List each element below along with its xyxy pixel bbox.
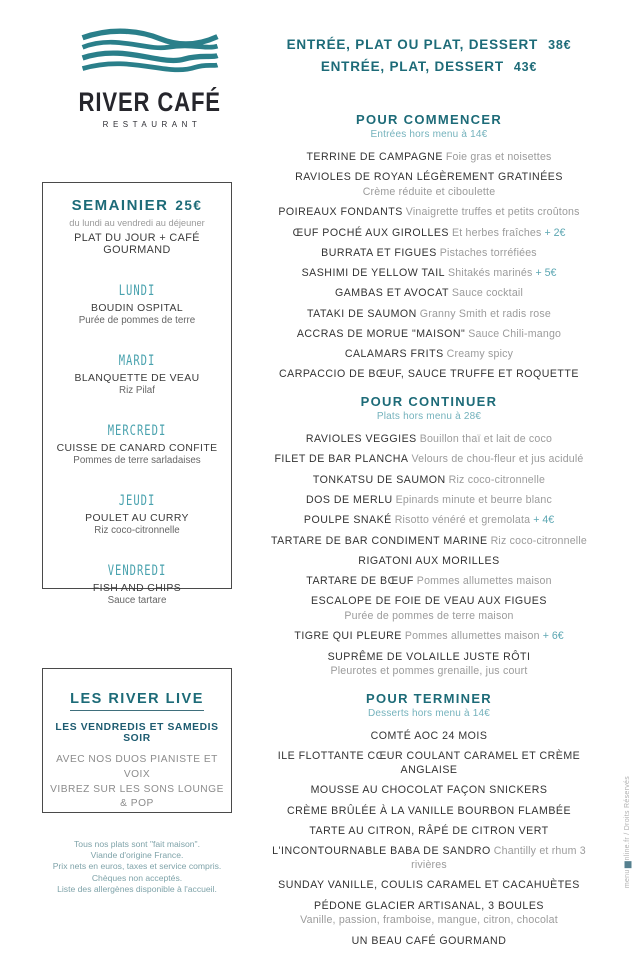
section-subtitle: Desserts hors menu à 14€: [367, 708, 491, 720]
item-name: COMTÉ AOC 24 MOIS: [370, 730, 488, 743]
watermark-text-pre: menu: [623, 869, 631, 888]
item-supplement: + 5€: [535, 267, 557, 280]
weekly-menu-box: [42, 182, 232, 606]
brand-name: RIVER CAFÉ: [78, 86, 222, 118]
item-description: Bouillon thaï et lait de coco: [419, 433, 553, 446]
item-description: Sauce cocktail: [451, 287, 524, 300]
menu-item: [263, 368, 595, 382]
menu-item: [263, 784, 595, 798]
item-description: Riz coco-citronnelle: [490, 534, 587, 547]
item-name: TONKATSU DE SAUMON: [312, 473, 446, 486]
item-name: TARTARE DE BAR CONDIMENT MARINE: [271, 534, 488, 547]
day-dish: BLANQUETTE DE VEAU: [74, 373, 200, 384]
weekly-day: [49, 421, 225, 466]
footnote-line: Viande d'origine France.: [90, 850, 184, 861]
day-side: Pommes de terre sarladaises: [73, 455, 201, 466]
menu-item: [263, 433, 595, 447]
weekly-price: 25€: [175, 198, 203, 213]
section-title: POUR CONTINUER: [360, 394, 498, 410]
river-live-line: VIBREZ SUR LES SONS LOUNGE & POP: [50, 783, 224, 810]
item-name: ESCALOPE DE FOIE DE VEAU AUX FIGUES: [311, 595, 547, 608]
item-name: POIREAUX FONDANTS: [278, 206, 403, 219]
item-description: Pistaches torréfiées: [439, 246, 537, 259]
menu-item: [263, 935, 595, 949]
item-name: FILET DE BAR PLANCHA: [274, 453, 409, 466]
item-name: ŒUF POCHÉ AUX GIROLLES: [292, 226, 449, 239]
brand-subtitle: RESTAURANT: [102, 120, 202, 129]
item-name: SASHIMI DE YELLOW TAIL: [301, 267, 446, 280]
item-name: BURRATA ET FIGUES: [321, 246, 437, 259]
menu-item: [263, 595, 595, 624]
formula-label: ENTRÉE, PLAT OU PLAT, DESSERT: [286, 37, 539, 52]
menu-item: [263, 453, 595, 467]
day-name: VENDREDI: [107, 562, 167, 580]
item-name: SUPRÊME DE VOLAILLE JUSTE RÔTI: [327, 650, 531, 663]
item-name: TARTARE DE BŒUF: [306, 575, 414, 588]
brand-logo-block: [40, 24, 260, 129]
menuonline-logo-icon: [624, 861, 631, 868]
item-description: Pleurotes et pommes grenaille, jus court: [330, 665, 528, 678]
formula-price: 43€: [513, 59, 538, 74]
day-name: MARDI: [118, 352, 156, 370]
weekly-subtitle: du lundi au vendredi au déjeuner: [69, 218, 205, 228]
item-name: DOS DE MERLU: [306, 493, 393, 506]
item-description: Shitakés marinés: [448, 267, 533, 280]
item-name: TERRINE DE CAMPAGNE: [306, 151, 443, 163]
menu-section: [263, 394, 595, 679]
menu-item: [263, 308, 595, 322]
item-supplement: + 6€: [542, 630, 564, 643]
watermark-text-post: nline.fr / Droits Réservés: [623, 775, 631, 861]
menu-sections: [263, 112, 595, 955]
menu-item: [263, 227, 595, 241]
item-name: UN BEAU CAFÉ GOURMAND: [351, 934, 507, 947]
item-name: CARPACCIO DE BŒUF, SAUCE TRUFFE ET ROQUETTE: [279, 368, 579, 381]
item-supplement: + 4€: [533, 514, 555, 527]
item-description: Et herbes fraîches: [451, 226, 542, 239]
river-live-line: AVEC NOS DUOS PIANISTE ET VOIX: [56, 754, 218, 780]
item-name: MOUSSE AU CHOCOLAT FAÇON SNICKERS: [310, 784, 548, 797]
weekly-day: [49, 281, 225, 326]
item-name: GAMBAS ET AVOCAT: [334, 287, 449, 300]
item-name: RIGATONI AUX MORILLES: [358, 554, 500, 567]
section-title: POUR COMMENCER: [355, 112, 503, 127]
menu-item: [263, 151, 595, 165]
menu-item: [263, 328, 595, 342]
day-side: Sauce tartare: [107, 595, 167, 606]
formula-header: [263, 34, 595, 77]
item-description: Velours de chou-fleur et jus acidulé: [411, 453, 584, 466]
day-name: LUNDI: [118, 282, 156, 300]
footnotes: [32, 839, 242, 895]
item-name: TATAKI DE SAUMON: [307, 307, 417, 320]
item-name: TIGRE QUI PLEURE: [294, 630, 402, 643]
formula-line: [263, 56, 595, 78]
item-description: Granny Smith et radis rose: [419, 307, 551, 320]
menu-item: [263, 514, 595, 528]
section-title: POUR TERMINER: [366, 691, 492, 707]
section-items: [263, 433, 595, 679]
item-description: Sauce Chili-mango: [468, 327, 562, 340]
item-name: CRÈME BRÛLÉE À LA VANILLE BOURBON FLAMBÉE: [286, 804, 572, 817]
weekly-title: SEMAINIER: [71, 197, 169, 214]
item-description: Epinards minute et beurre blanc: [395, 493, 552, 506]
item-name: POULPE SNAKÉ: [303, 514, 392, 527]
day-dish: BOUDIN OSPITAL: [90, 303, 183, 314]
menu-item: [263, 879, 595, 893]
item-name: TARTE AU CITRON, RÂPÉ DE CITRON VERT: [309, 824, 549, 837]
item-description: Chantilly et rhum 3 rivières: [411, 845, 586, 871]
section-items: [263, 151, 595, 382]
item-description: Purée de pommes de terre maison: [344, 610, 514, 623]
section-subtitle: Entrées hors menu à 14€: [370, 129, 488, 140]
menu-item: [263, 171, 595, 200]
section-subtitle: Plats hors menu à 28€: [376, 411, 482, 423]
footnote-line: Chèques non acceptés.: [91, 872, 183, 883]
weekly-days: [49, 281, 225, 606]
menu-item: [263, 825, 595, 839]
day-dish: POULET AU CURRY: [85, 513, 189, 524]
section-items: [263, 730, 595, 948]
item-description: Pommes allumettes maison: [404, 630, 540, 643]
item-description: Crème réduite et ciboulette: [362, 186, 496, 199]
day-name: JEUDI: [118, 492, 156, 510]
menu-item: [263, 805, 595, 819]
item-description: Pommes allumettes maison: [416, 575, 552, 588]
menu-item: [263, 535, 595, 549]
menu-item: [263, 750, 595, 778]
item-description: Foie gras et noisettes: [445, 151, 552, 163]
item-name: CALAMARS FRITS: [344, 348, 444, 361]
menu-item: [263, 206, 595, 220]
item-name: RAVIOLES DE ROYAN LÉGÈREMENT GRATINÉES: [295, 171, 563, 184]
item-name: SUNDAY VANILLE, COULIS CARAMEL ET CACAHUÈTES: [278, 879, 580, 892]
river-live-title: LES RIVER LIVE: [70, 691, 204, 711]
watermark: [624, 776, 632, 888]
menu-item: [263, 630, 595, 644]
weekly-day: [49, 351, 225, 396]
menu-item: [263, 474, 595, 488]
item-name: ACCRAS DE MORUE "MAISON": [296, 327, 466, 340]
day-side: Purée de pommes de terre: [78, 315, 196, 326]
formula-price: 38€: [548, 38, 572, 52]
menu-item: [263, 575, 595, 589]
day-name: MERCREDI: [107, 422, 167, 440]
river-live-subtitle: LES VENDREDIS ET SAMEDIS SOIR: [55, 722, 219, 744]
item-name: L'INCONTOURNABLE BABA DE SANDRO: [272, 845, 491, 858]
item-description: Vanille, passion, framboise, mangue, citron, chocolat: [300, 914, 558, 927]
river-waves-icon: [79, 24, 221, 80]
menu-section: [263, 112, 595, 382]
item-description: Vinaigrette truffes et petits croûtons: [405, 206, 580, 219]
menu-item: [263, 555, 595, 569]
weekly-day: [49, 491, 225, 536]
day-side: Riz Pilaf: [119, 385, 155, 396]
formula-label: ENTRÉE, PLAT, DESSERT: [320, 58, 504, 74]
formula-line: [263, 34, 595, 56]
day-dish: FISH AND CHIPS: [92, 583, 182, 594]
river-live-lines: [49, 753, 225, 812]
menu-item: [263, 494, 595, 508]
menu-item: [263, 247, 595, 261]
item-supplement: + 2€: [544, 226, 566, 239]
weekly-day: [49, 561, 225, 606]
item-name: PÉDONE GLACIER ARTISANAL, 3 BOULES: [314, 899, 544, 912]
footnote-line: Prix nets en euros, taxes et service compris.: [52, 861, 222, 872]
footnote-line: Liste des allergènes disponible à l'accueil.: [57, 883, 217, 894]
menu-item: [263, 267, 595, 281]
item-name: ILE FLOTTANTE CŒUR COULANT CARAMEL ET CRÈME ANGLAISE: [277, 750, 581, 777]
menu-item: [263, 287, 595, 301]
menu-item: [263, 845, 595, 873]
item-description: Risotto vénéré et gremolata: [394, 514, 531, 527]
menu-item: [263, 348, 595, 362]
item-name: RAVIOLES VEGGIES: [305, 433, 417, 446]
item-description: Riz coco-citronnelle: [448, 473, 546, 486]
river-live-box: [42, 668, 232, 813]
menu-item: [263, 900, 595, 929]
item-description: Creamy spicy: [446, 348, 514, 361]
day-side: Riz coco-citronnelle: [94, 525, 180, 536]
weekly-formula: PLAT DU JOUR + CAFÉ GOURMAND: [74, 232, 200, 256]
footnote-line: Tous nos plats sont "fait maison".: [74, 839, 200, 849]
day-dish: CUISSE DE CANARD CONFITE: [56, 443, 218, 454]
menu-item: [263, 651, 595, 680]
menu-section: [263, 691, 595, 948]
menu-item: [263, 730, 595, 744]
